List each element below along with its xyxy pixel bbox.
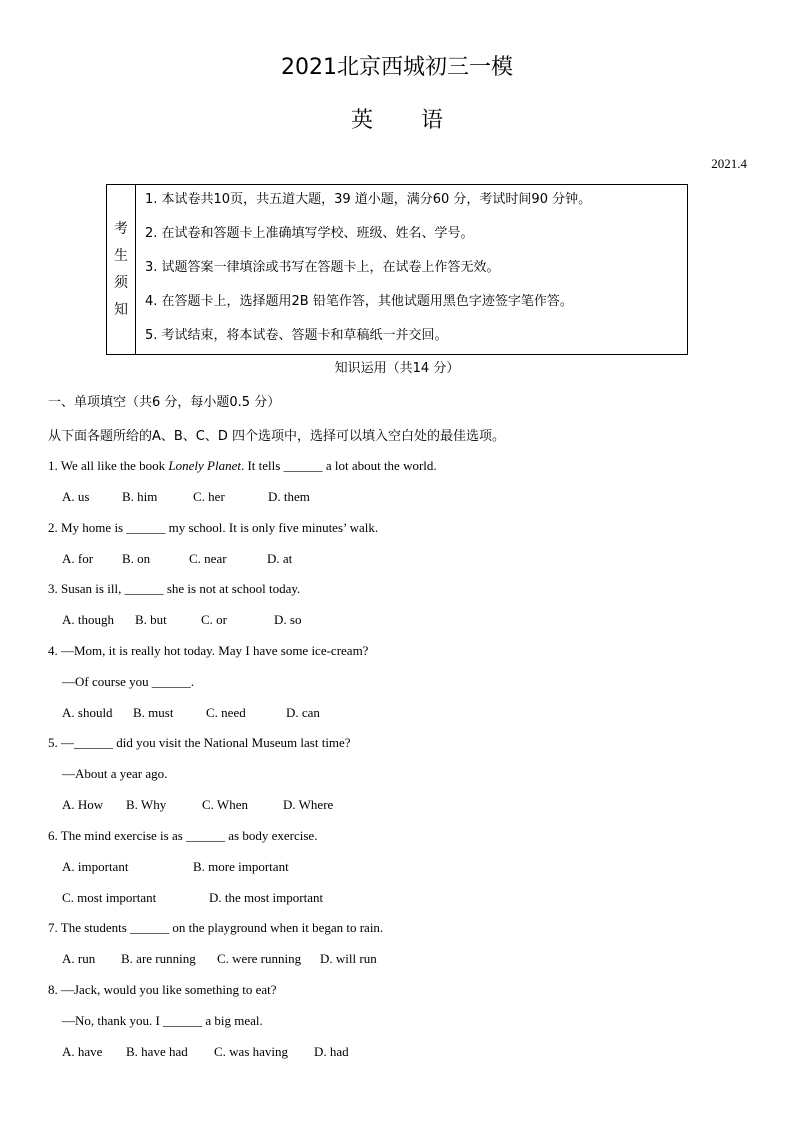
question-1-text-a: 1. We all like the book xyxy=(48,458,169,473)
question-7: 7. The students ______ on the playground when it began to rain. xyxy=(48,920,384,935)
question-2: 2. My home is ______ my school. It is only five minutes’ walk. xyxy=(48,520,379,535)
question-5: 5. —______ did you visit the National Museum last time? xyxy=(48,735,351,750)
notice-side-char: 考 xyxy=(114,220,128,237)
q7-option-c: C. were running xyxy=(217,951,302,966)
book-title: Lonely Planet xyxy=(168,458,241,473)
notice-line-5: 5. 考试结束，将本试卷、答题卡和草稿纸一并交回。 xyxy=(145,328,448,343)
q3-option-b: B. but xyxy=(135,612,167,627)
q6-option-a: A. important xyxy=(62,859,129,874)
notice-side-label xyxy=(107,185,136,354)
question-8: 8. —Jack, would you like something to eat? xyxy=(48,982,277,997)
notice-line-3: 3. 试题答案一律填涂或书写在答题卡上，在试卷上作答无效。 xyxy=(145,260,500,275)
notice-side-char: 知 xyxy=(114,301,128,318)
q8-option-a: A. have xyxy=(62,1044,103,1059)
q5-option-c: C. When xyxy=(202,797,248,812)
q1-option-b: B. him xyxy=(122,489,158,504)
q6-option-d: D. the most important xyxy=(209,890,324,905)
q3-option-a: A. though xyxy=(62,612,114,627)
q1-option-c: C. her xyxy=(193,489,225,504)
q8-option-b: B. have had xyxy=(126,1044,188,1059)
question-1 xyxy=(48,458,437,474)
question-4: 4. —Mom, it is really hot today. May I have some ice-cream? xyxy=(48,643,369,658)
notice-side-char: 须 xyxy=(114,274,128,291)
q8-option-c: C. was having xyxy=(214,1044,289,1059)
q6-option-b: B. more important xyxy=(193,859,289,874)
question-3: 3. Susan is ill, ______ she is not at school today. xyxy=(48,581,301,596)
q2-option-a: A. for xyxy=(62,551,94,566)
exam-notice-box xyxy=(106,184,688,355)
notice-line-1: 1. 本试卷共10页，共五道大题，39 道小题，满分60 分，考试时间90 分钟。 xyxy=(145,192,592,207)
question-8-reply: —No, thank you. I ______ a big meal. xyxy=(62,1013,263,1028)
q4-option-b: B. must xyxy=(133,705,174,720)
q3-option-c: C. or xyxy=(201,612,227,627)
part-instruction: 从下面各题所给的A、B、C、D 四个选项中，选择可以填入空白处的最佳选项。 xyxy=(48,429,506,444)
part-title: 一、单项填空（共6 分，每小题0.5 分） xyxy=(48,395,281,410)
q5-option-a: A. How xyxy=(62,797,104,812)
q6-option-c: C. most important xyxy=(62,890,157,905)
q4-option-a: A. should xyxy=(62,705,113,720)
question-6: 6. The mind exercise is as ______ as body exercise. xyxy=(48,828,318,843)
q2-option-d: D. at xyxy=(267,551,293,566)
notice-line-4: 4. 在答题卡上，选择题用2B 铅笔作答，其他试题用黑色字迹签字笔作答。 xyxy=(145,294,573,309)
notice-line-2: 2. 在试卷和答题卡上准确填写学校、班级、姓名、学号。 xyxy=(145,226,474,241)
exam-date: 2021.4 xyxy=(711,156,747,171)
q4-option-d: D. can xyxy=(286,705,320,720)
q4-option-c: C. need xyxy=(206,705,246,720)
subject-title: 英语 xyxy=(350,108,491,133)
q2-option-b: B. on xyxy=(122,551,151,566)
q3-option-d: D. so xyxy=(274,612,302,627)
q7-option-a: A. run xyxy=(62,951,96,966)
page-title: 2021北京西城初三一模 xyxy=(281,55,513,80)
q8-option-d: D. had xyxy=(314,1044,349,1059)
q5-option-b: B. Why xyxy=(126,797,167,812)
section-heading: 知识运用（共14 分） xyxy=(334,361,460,376)
question-1-text-b: . It tells ______ a lot about the world. xyxy=(240,458,437,473)
question-5-reply: —About a year ago. xyxy=(62,766,168,781)
q2-option-c: C. near xyxy=(189,551,227,566)
q7-option-b: B. are running xyxy=(121,951,196,966)
q1-option-a: A. us xyxy=(62,489,90,504)
q1-option-d: D. them xyxy=(268,489,310,504)
q5-option-d: D. Where xyxy=(283,797,334,812)
question-4-reply: —Of course you ______. xyxy=(62,674,195,689)
q7-option-d: D. will run xyxy=(320,951,377,966)
notice-side-char: 生 xyxy=(114,247,128,264)
